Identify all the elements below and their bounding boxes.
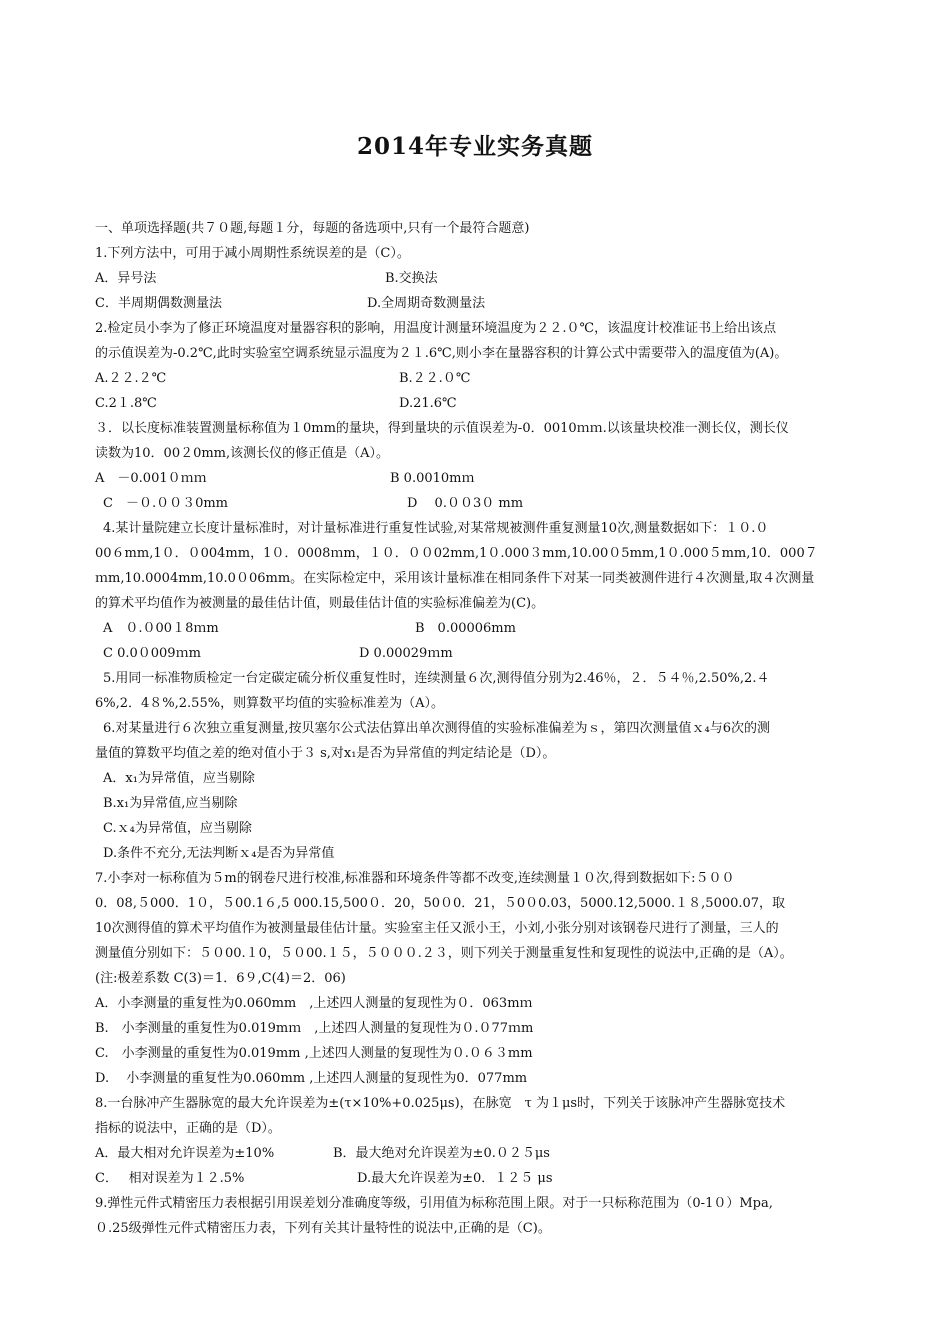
- question-7-stem-cont: 0．08,５000．1０，５00.1６,5 000.15,500０．20，50０0．21，５0０0.03，5000.12,5000.１８,5000.07，取: [95, 896, 786, 911]
- option-b: B．最大绝对允许误差为±0.０２５μs: [333, 1146, 550, 1161]
- question-7-stem-cont: 10次测得值的算术平均值作为被测量最佳估计量。实验室主任又派小王，小刘,小张分别对该钢卷尺进行了测量，三人的: [95, 921, 779, 936]
- question-5-stem: 5.用同一标准物质检定一台定碳定硫分析仪重复性时，连续测量６次,测得值分别为2.46％，２．５４％,2.50%,2.４: [103, 671, 770, 686]
- question-4-stem-cont: 的算术平均值作为被测量的最佳估计值，则最佳估计值的实验标准偏差为(C)。: [95, 596, 545, 611]
- question-7-stem: 7.小李对一标称值为５m的钢卷尺进行校准,标准器和环境条件等都不改变,连续测量１０次,得到数据如下:５００: [95, 871, 735, 886]
- option-c: C 0.0０009ｍm: [103, 646, 201, 661]
- question-3-options-cd: [95, 491, 865, 516]
- option-d: D.全周期奇数测量法: [367, 296, 486, 311]
- question-5-stem-cont: 6%,2．4８%,2.55%，则算数平均值的实验标准差为（A）。: [95, 696, 444, 711]
- option-b: B. 小李测量的重复性为0.019mｍ ,上述四人测量的复现性为０.０77ｍm: [95, 1021, 534, 1036]
- option-a: A.２２.２℃: [95, 371, 167, 386]
- option-a: A．最大相对允许误差为±10%: [95, 1146, 275, 1161]
- question-8-stem-cont: 指标的说法中，正确的是（D）。: [95, 1121, 281, 1136]
- question-2-stem-cont: 的示值误差为-0.2℃,此时实验室空调系统显示温度为２１.6℃,则小李在量器容积的计算公式中需要带入的温度值为(A)。: [95, 346, 788, 361]
- option-a: A．x₁为异常值，应当剔除: [103, 771, 255, 786]
- option-c: C．半周期偶数测量法: [95, 296, 222, 311]
- question-1-options-cd: [95, 291, 865, 316]
- option-b: B.x₁为异常值,应当剔除: [103, 796, 238, 811]
- question-1-stem: 1.下列方法中，可用于减小周期性系统误差的是（C）。: [95, 246, 410, 261]
- option-d: D.条件不充分,无法判断ｘ₄是否为异常值: [103, 846, 335, 861]
- question-4-stem: 4.某计量院建立长度计量标准时，对计量标准进行重复性试验,对某常规被测件重复测量10次,测量数据如下：１０.０: [103, 521, 769, 536]
- question-3-stem-cont: 读数为10．00２0mm,该测长仪的修正值是（A）。: [95, 446, 390, 461]
- question-4-options-ab: [95, 616, 865, 641]
- question-3-stem: ３．以长度标准装置测量标称值为１0mm的量块，得到量块的示值误差为-0．0010ｍｍ.以该量块校准一测长仪，测长仪: [95, 421, 789, 436]
- question-4-stem-cont: ｍm,10.0004mm,10.0０06mm。在实际检定中，采用该计量标准在相同条件下对某一同类被测件进行４次测量,取４次测量: [95, 571, 815, 586]
- question-2-stem: 2.检定员小李为了修正环境温度对量器容积的影响，用温度计测量环境温度为２２.０℃，该温度计校准证书上给出该点: [95, 321, 777, 336]
- option-d: D 0.00029ｍm: [359, 646, 453, 661]
- option-b: B 0.0010mｍ: [390, 471, 475, 486]
- option-c: C －０.００３0mm: [103, 496, 229, 511]
- option-a: A．小李测量的重复性为0.060mm ,上述四人测量的复现性为０．063mｍ: [95, 996, 533, 1011]
- option-d: D.21.6℃: [399, 396, 457, 411]
- option-a: A －0.001０ｍｍ: [95, 471, 207, 486]
- question-1-options-ab: [95, 266, 865, 291]
- option-d: D 0.００3０ mm: [407, 496, 524, 511]
- section-heading: 一、单项选择题(共７０题,每题１分，每题的备选项中,只有一个最符合题意): [95, 221, 530, 236]
- option-d: D. 小李测量的重复性为0.060mm ,上述四人测量的复现性为0．077mm: [95, 1071, 528, 1086]
- question-2-options-ab: [95, 366, 865, 391]
- question-8-stem: 8.一台脉冲产生器脉宽的最大允许误差为±(τ×10%+0.025μs)，在脉宽 τ 为１μs时，下列关于该脉冲产生器脉宽技术: [95, 1096, 786, 1111]
- question-3-options-ab: [95, 466, 865, 491]
- question-6-stem: 6.对某量进行６次独立重复测量,按贝塞尔公式法估算出单次测得值的实验标准偏差为ｓ，第四次测量值ｘ₄与6次的测: [103, 721, 771, 736]
- option-c: C． 相对误差为１２.5%: [95, 1171, 245, 1186]
- question-6-stem-cont: 量值的算数平均值之差的绝对值小于３ s,对x₁是否为异常值的判定结论是（D）。: [95, 746, 556, 761]
- option-c: C.2１.8℃: [95, 396, 157, 411]
- page-title: 2014年专业实务真题: [356, 133, 593, 160]
- option-c: C. 小李测量的重复性为0.019mm ,上述四人测量的复现性为０.０６３mm: [95, 1046, 533, 1061]
- question-9-stem-cont: ０.25级弹性元件式精密压力表，下列有关其计量特性的说法中,正确的是（C)。: [95, 1221, 551, 1236]
- option-c: C.ｘ₄为异常值，应当剔除: [103, 821, 252, 836]
- question-7-stem-cont: 测量值分别如下：５０00.１0，５０00.１５，５０００.２３，则下列关于测量重复性和复现性的说法中,正确的是（A）。: [95, 946, 793, 961]
- question-4-stem-cont: 00６mm,1０．０004mm，1０．0008ｍm，１０．００02mm,1０.000３mm,10.00０5mm,1０.000５mm,10．000７: [95, 546, 818, 561]
- option-d: D.最大允许误差为±0．１２５ μs: [357, 1171, 553, 1186]
- question-8-options-cd: [95, 1166, 865, 1191]
- option-b: B 0.00006mm: [415, 621, 516, 636]
- question-7-note: (注:极差系数 C(3)＝1．6９,C(4)＝2．06): [95, 971, 346, 986]
- option-a: A ０.０00１8ｍm: [103, 621, 219, 636]
- exam-content: [95, 216, 865, 1241]
- question-2-options-cd: [95, 391, 865, 416]
- question-4-options-cd: [95, 641, 865, 666]
- question-9-stem: 9.弹性元件式精密压力表根据引用误差划分准确度等级，引用值为标称范围上限。对于一只标称范围为（0-1０）Mpa,: [95, 1196, 773, 1211]
- option-b: B.交换法: [385, 271, 438, 286]
- option-a: A．异号法: [95, 271, 157, 286]
- option-b: B.２２.０℃: [399, 371, 471, 386]
- question-8-options-ab: [95, 1141, 865, 1166]
